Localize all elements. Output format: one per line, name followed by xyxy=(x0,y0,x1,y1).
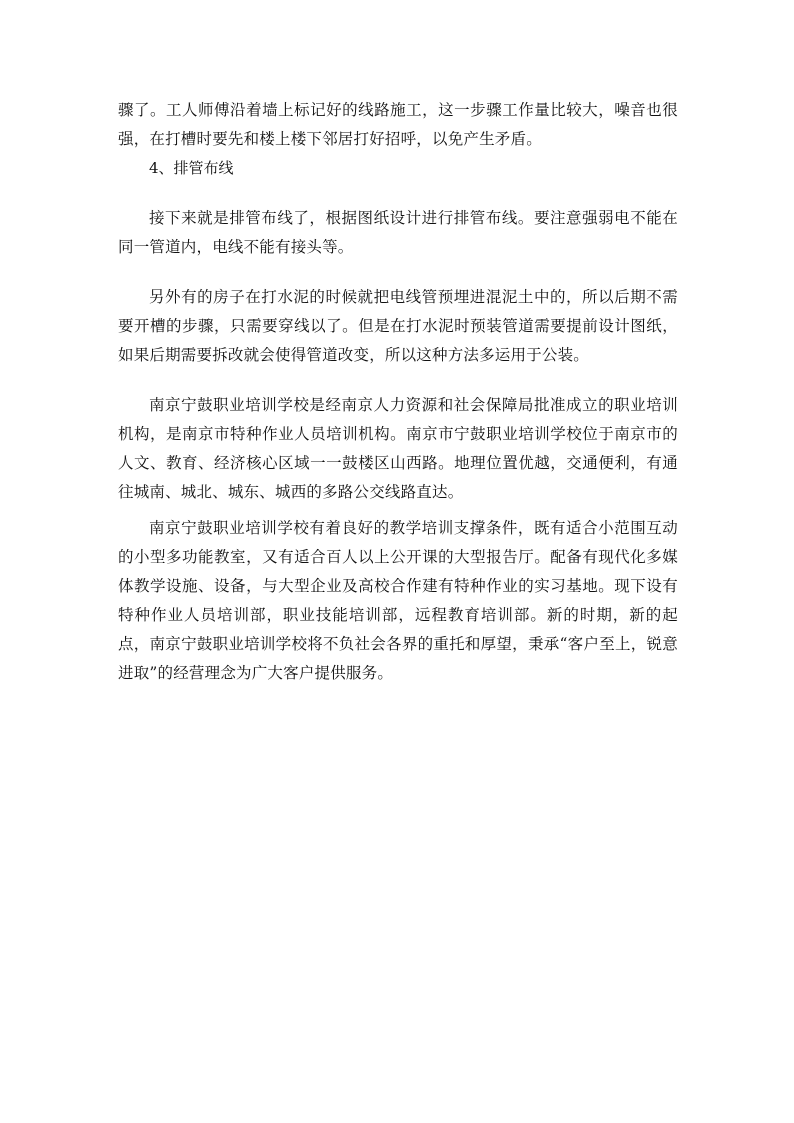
document-body xyxy=(118,96,678,688)
paragraph-preburied-conduit: 另外有的房子在打水泥的时候就把电线管预埋进混泥土中的，所以后期不需要开槽的步骤，只需要穿线以了。但是在打水泥时预装管道需要提前设计图纸，如果后期需要拆改就会使得管道改变，所以这种方法多运用于公装。 xyxy=(118,288,678,364)
paragraph-pipe-layout: 接下来就是排管布线了，根据图纸设计进行排管布线。要注意强弱电不能在同一管道内，电线不能有接头等。 xyxy=(118,209,678,256)
paragraph-school-intro: 南京宁鼓职业培训学校是经南京人力资源和社会保障局批准成立的职业培训机构，是南京市特种作业人员培训机构。南京市宁鼓职业培训学校位于南京市的人文、教育、经济核心区域一一鼓楼区山西路。地理位置优越，交通便利，有通往城南、城北、城东、城西的多路公交线路直达。 xyxy=(118,396,678,501)
paragraph-wiring-groove: 骤了。工人师傅沿着墙上标记好的线路施工，这一步骤工作量比较大，噪音也很强，在打槽时要先和楼上楼下邻居打好招呼，以免产生矛盾。 xyxy=(118,101,678,148)
section-heading-pipe-layout: 4、排管布线 xyxy=(149,159,234,177)
paragraph-school-facilities: 南京宁鼓职业培训学校有着良好的教学培训支撑条件，既有适合小范围互动的小型多功能教室，又有适合百人以上公开课的大型报告厅。配备有现代化多媒体教学设施、设备，与大型企业及高校合作建有特种作业的实习基地。现下设有特种作业人员培训部，职业技能培训部，远程教育培训部。新的时期，新的起点，南京宁鼓职业培训学校将不负社会各界的重托和厚望，秉承“客户至上，锐意进取”的经营理念为广大客户提供服务。 xyxy=(118,519,678,682)
